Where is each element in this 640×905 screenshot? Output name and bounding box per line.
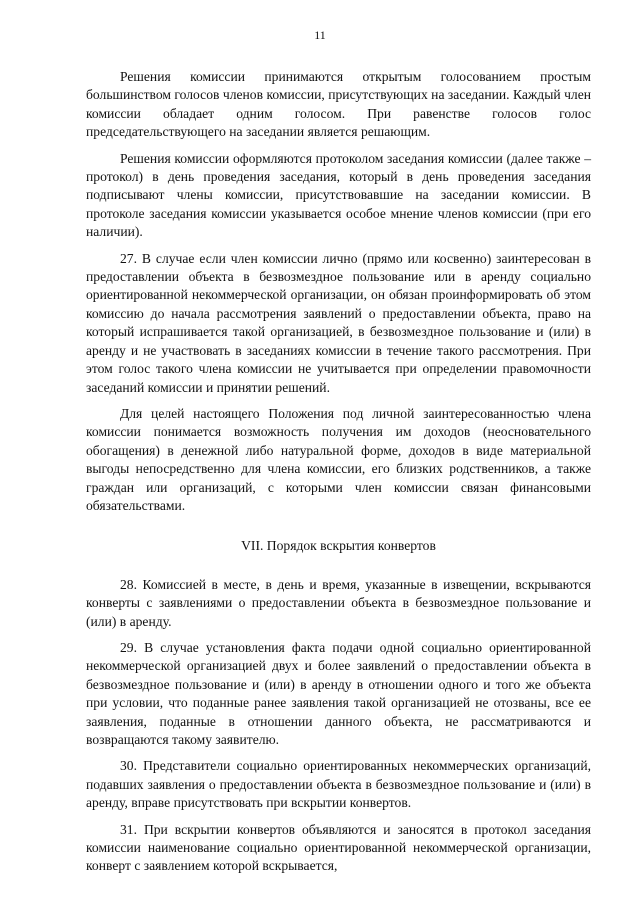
paragraph-27: 27. В случае если член комиссии лично (прямо или косвенно) заинтересован в предоставлении объекта в безвозмездное пользование или в аренду социально ориентированной некоммерческой организации, он обязан проинформировать об этом комиссию до начала рассмотрения заявлений о предоставлении объекта, право на который испрашивается такой организацией, в безвозмездное пользование и (или) в аренду и не участвовать в заседаниях комиссии в течение такого рассмотрения. При этом голос такого члена комиссии не учитывается при определении правомочности заседаний комиссии и принятии решений. — [86, 250, 591, 395]
page-number: 11 — [314, 28, 326, 42]
paragraph-31: 31. При вскрытии конвертов объявляются и заносятся в протокол заседания комиссии наименование социально ориентированной некоммерческой организации, конверт с заявлением которой вскрывается, — [86, 821, 591, 874]
document-body — [86, 68, 591, 876]
section-heading: VII. Порядок вскрытия конвертов — [241, 538, 436, 554]
paragraph-voting: Решения комиссии принимаются открытым голосованием простым большинством голосов членов комиссии, присутствующих на заседании. Каждый член комиссии обладает одним голосом. При равенстве голосов голос председательствующего на заседании является решающим. — [86, 69, 591, 140]
paragraph-29: 29. В случае установления факта подачи одной социально ориентированной некоммерческой организацией двух и более заявлений о предоставлении объекта в безвозмездное пользование и (или) в аренду в отношении одного и того же объекта при условии, что поданные ранее заявления такой организацией не отозваны, все ее заявления, поданные в отношении данного объекта, не рассматриваются и возвращаются такому заявителю. — [86, 639, 591, 747]
paragraph-28: 28. Комиссией в месте, в день и время, указанные в извещении, вскрываются конверты с заявлениями о предоставлении объекта в безвозмездное пользование и (или) в аренду. — [86, 576, 591, 629]
paragraph-personal-interest: Для целей настоящего Положения под личной заинтересованностью члена комиссии понимается возможность получения им доходов (неосновательного обогащения) в денежной либо натуральной форме, доходов в виде материальной выгоды непосредственно для члена комиссии, его близких родственников, а также граждан или организаций, с которыми член комиссии связан финансовыми обязательствами. — [86, 405, 591, 513]
paragraph-30: 30. Представители социально ориентированных некоммерческих организаций, подавших заявления о предоставлении объекта в безвозмездное пользование и (или) в аренду, вправе присутствовать при вскрытии конвертов. — [86, 758, 591, 811]
paragraph-protocol: Решения комиссии оформляются протоколом заседания комиссии (далее также – протокол) в день проведения заседания, который в день проведения заседания подписывают члены комиссии, присутствовавшие на заседании комиссии. В протоколе заседания комиссии указывается особое мнение членов комиссии (при его наличии). — [86, 150, 591, 240]
